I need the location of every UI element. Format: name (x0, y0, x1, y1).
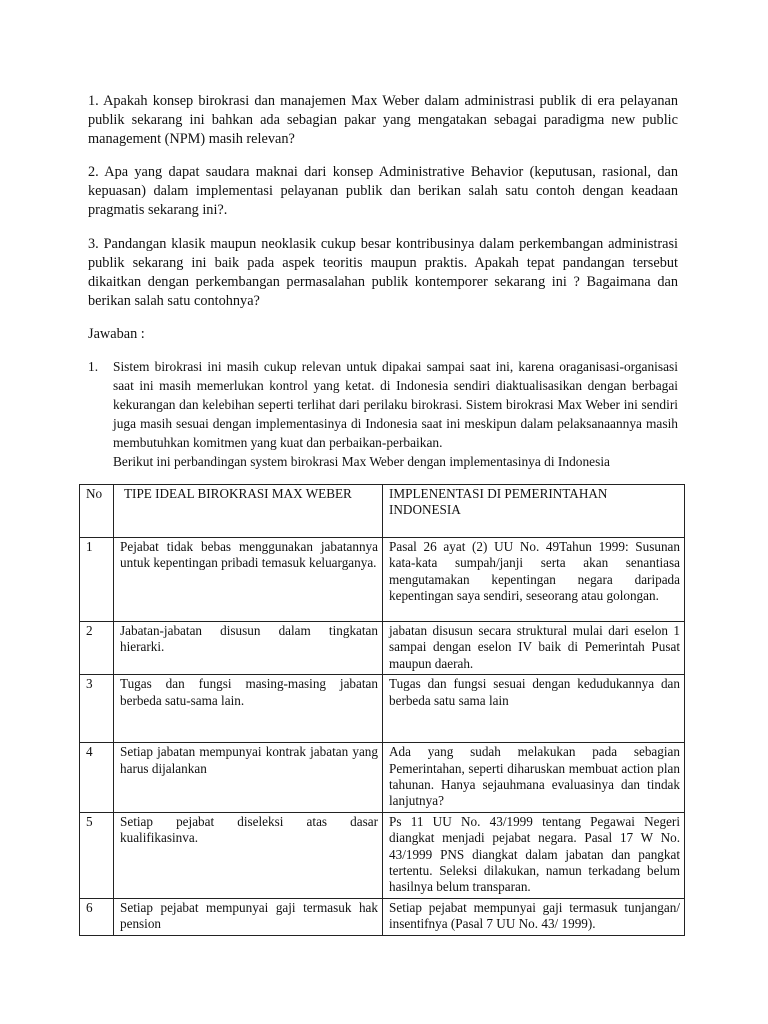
header-weber: TIPE IDEAL BIROKRASI MAX WEBER (114, 485, 383, 538)
row-number: 2 (80, 622, 114, 675)
table-intro: Berikut ini perbandingan system birokrasi Max Weber dengan implementasinya di Indonesia (113, 454, 610, 469)
row-weber: Tugas dan fungsi masing-masing jabatan berbeda satu-sama lain. (114, 675, 383, 743)
comparison-table (79, 484, 685, 936)
table-row (80, 898, 685, 935)
row-weber: Jabatan-jabatan disusun dalam tingkatan hierarki. (114, 622, 383, 675)
row-number: 1 (80, 538, 114, 622)
answer-text: Sistem birokrasi ini masih cukup relevan untuk dipakai sampai saat ini, karena oraganisasi-organisasi saat ini masih memerlukan kontrol yang ketat. di Indonesia sendiri diaktualisasikan dengan berbagai kekurangan dan kelebihan seperti terlihat dari perilaku birokrasi. Sistem birokrasi Max Weber ini sendiri juga masih sesuai dengan implementasinya di Indonesia saat ini meskipun dalam pelaksanaannya masih membutuhkan komitmen yang kuat dan perbaikan-perbaikan. (113, 359, 678, 450)
row-indonesia: Ps 11 UU No. 43/1999 tentang Pegawai Negeri diangkat menjadi pejabat negara. Pasal 17 W No. 43/1999 PNS diangkat dalam jabatan dan pangkat tertentu. Seleksi dilakukan, namun terkadang belum hasilnya belum transparan. (383, 812, 685, 898)
question-1: 1. Apakah konsep birokrasi dan manajemen Max Weber dalam administrasi publik di era pelayanan publik sekarang ini bahkan ada sebagian pakar yang mengatakan sebagai paradigma new public management (NPM) masih relevan? (88, 93, 678, 147)
question-2: 2. Apa yang dapat saudara maknai dari konsep Administrative Behavior (keputusan, rasional, dan kepuasan) dalam implementasi pelayanan publik dan berikan salah satu contoh dengan keadaan pragmatis sekarang ini?. (88, 164, 678, 218)
table-header-row (80, 485, 685, 538)
row-weber: Setiap pejabat mempunyai gaji termasuk hak pension (114, 898, 383, 935)
header-indonesia: IMPLENENTASI DI PEMERINTAHAN INDONESIA (383, 485, 685, 538)
row-indonesia: Pasal 26 ayat (2) UU No. 49Tahun 1999: Susunan kata-kata sumpah/janji serta akan senantiasa mengutamakan kepentingan negara daripada kepentingan saya sendiri, seseorang atau golongan. (383, 538, 685, 622)
row-number: 3 (80, 675, 114, 743)
row-number: 4 (80, 743, 114, 813)
row-number: 6 (80, 898, 114, 935)
row-weber: Setiap pejabat diseleksi atas dasar kualifikasinva. (114, 812, 383, 898)
row-weber: Setiap jabatan mempunyai kontrak jabatan yang harus dijalankan (114, 743, 383, 813)
table-row (80, 675, 685, 743)
table-row (80, 743, 685, 813)
row-indonesia: Tugas dan fungsi sesuai dengan kedudukannya dan berbeda satu sama lain (383, 675, 685, 743)
row-indonesia: jabatan disusun secara struktural mulai dari eselon 1 sampai dengan eselon IV baik di Pemerintah Pusat maupun daerah. (383, 622, 685, 675)
question-3: 3. Pandangan klasik maupun neoklasik cukup besar kontribusinya dalam perkembangan administrasi publik sekarang ini baik pada aspek teoritis maupun praktis. Apakah tepat pandangan tersebut dikaitkan dengan perkembangan permasalahan publik kontemporer sekarang ini ? Bagaimana dan berikan salah satu contohnya? (88, 236, 678, 309)
answer-1 (88, 357, 678, 471)
row-indonesia: Ada yang sudah melakukan pada sebagian Pemerintahan, seperti diharuskan membuat action plan tahunan. Hanya sejauhmana evaluasinya dan tindak lanjutnya? (383, 743, 685, 813)
table-row (80, 812, 685, 898)
table-row (80, 622, 685, 675)
header-no: No (80, 485, 114, 538)
answer-number: 1. (88, 359, 99, 374)
answer-heading: Jawaban : (88, 326, 145, 342)
table-row (80, 538, 685, 622)
row-number: 5 (80, 812, 114, 898)
row-weber: Pejabat tidak bebas menggunakan jabatannya untuk kepentingan pribadi temasuk keluarganya. (114, 538, 383, 622)
row-indonesia: Setiap pejabat mempunyai gaji termasuk tunjangan/ insentifnya (Pasal 7 UU No. 43/ 1999). (383, 898, 685, 935)
